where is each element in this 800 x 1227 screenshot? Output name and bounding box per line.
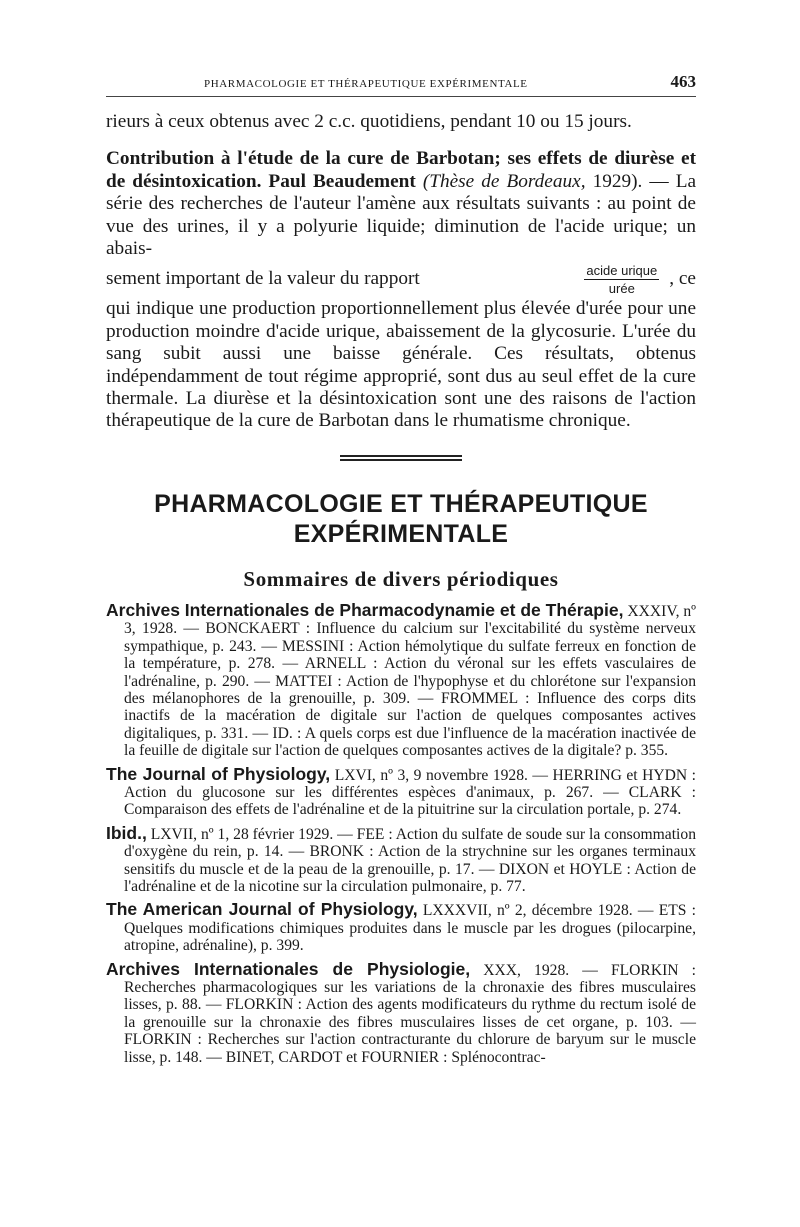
periodical-entry	[106, 958, 696, 1066]
summaries-title: Sommaires de divers périodiques	[243, 566, 559, 591]
entry-text: XXXIV, nº 3, 1928. — BONCKAERT : Influence du calcium sur l'excitabilité du système nerveux sympathique, p. 243. — MESSINI : Action hémolytique du sulfate ferreux en fonction de la température, p. 278. — ARNELL : Action du véronal sur les effets vasculaires de l'adrénaline, p. 290. — MATTEI : Action de l'hypophyse et du chlorétone sur l'expansion des mélanophores de la grenouille, p. 309. — FROMMEL : Influence des corps dits inactifs de la macération de digitale sur l'action de quelques composantes actives digitaliques, p. 331. — ID. : A quels corps est due l'influence de la macération inactivée de la feuille de digitale sur l'action de quelques composantes actives de la digitale? p. 355.	[124, 602, 697, 760]
journal-name: The American Journal of Physiology,	[106, 899, 418, 920]
periodical-entry	[106, 763, 696, 819]
journal-name: Ibid.,	[106, 822, 147, 843]
journal-name: Archives Internationales de Physiologie,	[106, 958, 471, 979]
section-title-line-1: PHARMACOLOGIE ET THÉRAPEUTIQUE	[154, 489, 648, 518]
contribution-year: 1929).	[592, 170, 643, 192]
page	[106, 72, 696, 1072]
entry-text: XXX, 1928. — FLORKIN : Recherches pharmacologiques sur les variations de la chronaxie des fibres musculaires lisses, p. 88. — FLORKIN : Action des agents modificateurs du rythme du rectum isolé de la grenouille sur la chronaxie des fibres musculaires lisses de cet organe, p. 103. — FLORKIN : Recherches sur l'action contracturante du chlorure de baryum sur le muscle lisse, p. 148. — BINET, CARDOT et FOURNIER : Splénocontrac-	[124, 961, 696, 1066]
ratio-numerator: acide urique	[586, 262, 658, 278]
contribution-text-2: qui indique une production proportionnellement plus élevée d'urée pour une production moindre d'acide urique, abaissement de la glycosurie. L'urée du sang subit aussi une baisse générale. Ces résultats, obtenus indépendamment de tout régime approprié, sont dus au seul effet de la cure thermale. La diurèse et la désintoxication sont une des raisons de l'action thérapeutique de la cure de Barbotan dans le rhumatisme chronique.	[106, 298, 696, 432]
entry-text: LXVII, nº 1, 28 février 1929. — FEE : Action du sulfate de soude sur la consommation d'oxygène du rein, p. 14. — BRONK : Action de la strychnine sur les organes terminaux sensitifs du muscle et de la peau de la grenouille, p. 17. — DIXON et HOYLE : Action de l'adrénaline et de la nicotine sur la circulation pulmonaire, p. 77.	[124, 825, 696, 895]
running-title: PHARMACOLOGIE ET THÉRAPEUTIQUE EXPÉRIMENTALE	[204, 78, 528, 90]
contribution-paragraph	[106, 148, 696, 260]
section-title	[106, 489, 696, 549]
contribution-title: Contribution à l'étude de la cure de Barbotan; ses effets de diurèse et de désintoxication.	[106, 148, 696, 192]
section-divider	[340, 455, 462, 461]
contribution-text-1: — La série des recherches de l'auteur l'amène aux résultats suivants : au point de vue des urines, il y a polyurie liquide; diminution de l'acide urique; un abais-	[106, 170, 697, 260]
periodical-entry	[106, 599, 697, 760]
entry-text: LXXXVII, nº 2, décembre 1928. — ETS : Quelques modifications chimiques produites dans le muscle par les drogues (pilocarpine, atropine, adrénaline), p. 399.	[124, 902, 696, 955]
running-header	[106, 72, 696, 97]
journal-name: Archives Internationales de Pharmacodynamie et de Thérapie,	[106, 599, 624, 620]
continued-paragraph: rieurs à ceux obtenus avec 2 c.c. quotidiens, pendant 10 ou 15 jours.	[106, 111, 632, 132]
periodical-entry	[106, 901, 696, 954]
contribution-abstract	[106, 148, 696, 432]
ratio-line	[106, 260, 696, 298]
contribution-author: Paul Beaudement	[268, 170, 416, 192]
ratio-after: , ce	[669, 268, 696, 290]
page-number: 463	[670, 72, 696, 91]
contribution-source: (Thèse de Bordeaux,	[422, 170, 586, 192]
entry-text: LXVI, nº 3, 9 novembre 1928. — HERRING et HYDN : Action du glucosone sur les différentes espèces d'animaux, p. 267. — CLARK : Comparaison des effets de l'adrénaline et de la pituitrine sur la circulation portale, p. 274.	[124, 766, 696, 819]
section-title-line-2: EXPÉRIMENTALE	[293, 519, 509, 548]
ratio-fraction	[584, 263, 659, 296]
ratio-denominator: urée	[608, 280, 635, 296]
periodical-entry	[106, 822, 696, 896]
ratio-intro: sement important de la valeur du rapport	[106, 268, 420, 290]
journal-name: The Journal of Physiology,	[106, 763, 331, 784]
periodical-entries	[106, 599, 697, 1066]
